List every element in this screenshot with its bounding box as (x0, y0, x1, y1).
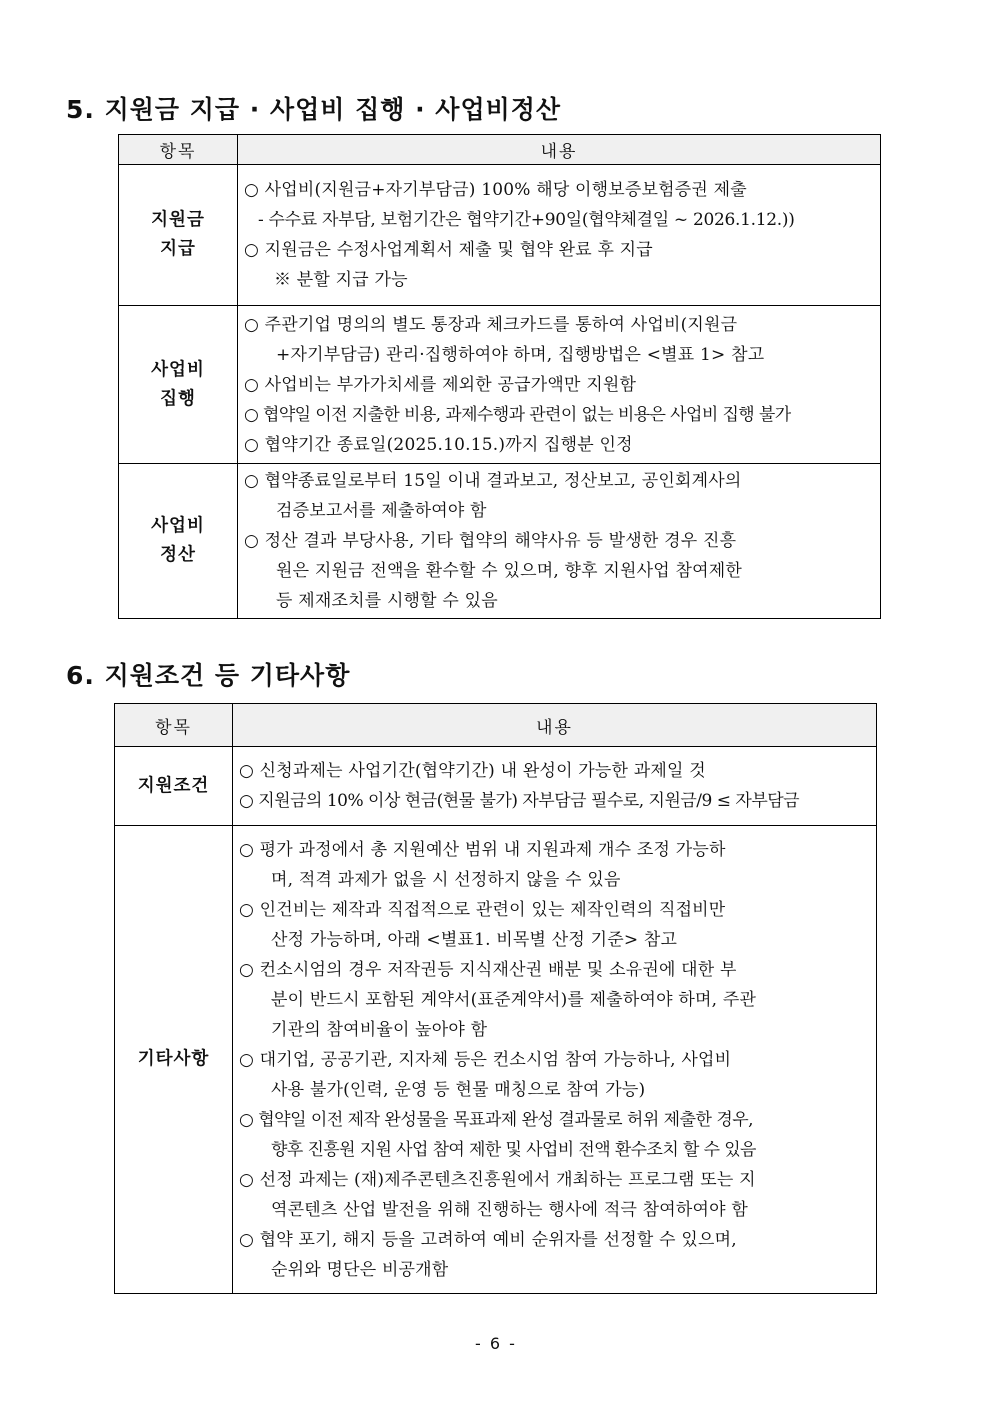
continuation-line: 기관의 참여비율이 높아야 함 (271, 1019, 488, 1040)
sub-line: - 수수료 자부담, 보험기간은 협약기간+90일(협약체결일 ~ 2026.1.12.)) (258, 210, 795, 230)
header-content: 내용 (233, 704, 877, 747)
row-label-line: 사업비 (151, 516, 205, 536)
continuation-line: +자기부담금) 관리·집행하여야 하며, 집행방법은 <별표 1> 참고 (276, 344, 765, 365)
section-6-table (114, 703, 877, 1294)
page-number: - 6 - (475, 1334, 517, 1353)
bullet-line: ○ 인건비는 제작과 직접적으로 관련이 있는 제작인력의 직접비만 (239, 899, 726, 920)
bullet-line: ○ 사업비는 부가가치세를 제외한 공급가액만 지원함 (244, 374, 637, 395)
note-line: ※ 분할 지급 가능 (274, 270, 408, 290)
row-label: 지원조건 (115, 747, 233, 826)
row-label-line: 지급 (160, 239, 196, 259)
bullet-line: ○ 협약일 이전 제작 완성물을 목표과제 완성 결과물로 허위 제출한 경우, (239, 1109, 754, 1130)
bullet-line: ○ 선정 과제는 (재)제주콘텐츠진흥원에서 개최하는 프로그램 또는 지 (239, 1169, 756, 1190)
bullet-line: ○ 정산 결과 부당사용, 기타 협약의 해약사유 등 발생한 경우 진흥 (244, 531, 737, 551)
bullet-line: ○ 대기업, 공공기관, 지자체 등은 컨소시엄 참여 가능하나, 사업비 (239, 1049, 732, 1070)
table-row (115, 826, 877, 1294)
bullet-line: ○ 지원금의 10% 이상 현금(현물 불가) 자부담금 필수로, 지원금/9 ≤ 자부담금 (239, 791, 800, 811)
table-row (119, 165, 881, 306)
row-label-line: 집행 (160, 388, 196, 409)
bullet-line: ○ 협약종료일로부터 15일 이내 결과보고, 정산보고, 공인회계사의 (244, 471, 742, 491)
continuation-line: 분이 반드시 포함된 계약서(표준계약서)를 제출하여야 하며, 주관 (271, 989, 757, 1010)
continuation-line: 원은 지원금 전액을 환수할 수 있으며, 향후 지원사업 참여제한 (276, 561, 742, 581)
continuation-line: 등 제재조치를 시행할 수 있음 (276, 591, 498, 611)
section-5-table (118, 134, 881, 619)
continuation-line: 사용 불가(인력, 운영 등 현물 매칭으로 참여 가능) (271, 1079, 646, 1100)
header-item: 항목 (115, 704, 233, 747)
table-row (119, 306, 881, 464)
header-item: 항목 (119, 135, 238, 165)
bullet-line: ○ 신청과제는 사업기간(협약기간) 내 완성이 가능한 과제일 것 (239, 761, 706, 781)
row-label (119, 464, 238, 619)
row-label: 기타사항 (115, 826, 233, 1294)
table-row (119, 464, 881, 619)
continuation-line: 산정 가능하며, 아래 <별표1. 비목별 산정 기준> 참고 (271, 929, 678, 950)
row-label-line: 사업비 (151, 359, 205, 380)
section-5-title: 5. 지원금 지급 · 사업비 집행 · 사업비정산 (66, 95, 562, 124)
row-label (119, 165, 238, 306)
bullet-line: ○ 주관기업 명의의 별도 통장과 체크카드를 통하여 사업비(지원금 (244, 314, 738, 335)
row-content (238, 165, 881, 306)
row-label-line: 지원금 (151, 210, 205, 230)
continuation-line: 며, 적격 과제가 없을 시 선정하지 않을 수 있음 (271, 869, 621, 890)
continuation-line: 향후 진흥원 지원 사업 참여 제한 및 사업비 전액 환수조치 할 수 있음 (271, 1139, 756, 1160)
bullet-line: ○ 평가 과정에서 총 지원예산 범위 내 지원과제 개수 조정 가능하 (239, 839, 726, 860)
continuation-line: 순위와 명단은 비공개함 (271, 1259, 449, 1280)
row-label (119, 306, 238, 464)
bullet-line: ○ 지원금은 수정사업계획서 제출 및 협약 완료 후 지급 (244, 240, 653, 260)
bullet-line: ○ 협약일 이전 지출한 비용, 과제수행과 관련이 없는 비용은 사업비 집행 불가 (244, 404, 791, 425)
row-label-line: 정산 (160, 545, 196, 565)
continuation-line: 검증보고서를 제출하여야 함 (276, 501, 487, 521)
bullet-line: ○ 협약기간 종료일(2025.10.15.)까지 집행분 인정 (244, 434, 633, 455)
row-content (233, 747, 877, 826)
row-content (238, 306, 881, 464)
header-content: 내용 (238, 135, 881, 165)
row-content (238, 464, 881, 619)
continuation-line: 역콘텐츠 산업 발전을 위해 진행하는 행사에 적극 참여하여야 함 (271, 1199, 749, 1220)
table-row (115, 747, 877, 826)
section-6-title: 6. 지원조건 등 기타사항 (66, 661, 351, 690)
bullet-line: ○ 컨소시엄의 경우 저작권등 지식재산권 배분 및 소유권에 대한 부 (239, 959, 737, 980)
row-content (233, 826, 877, 1294)
bullet-line: ○ 사업비(지원금+자기부담금) 100% 해당 이행보증보험증권 제출 (244, 180, 747, 200)
bullet-line: ○ 협약 포기, 해지 등을 고려하여 예비 순위자를 선정할 수 있으며, (239, 1229, 737, 1250)
